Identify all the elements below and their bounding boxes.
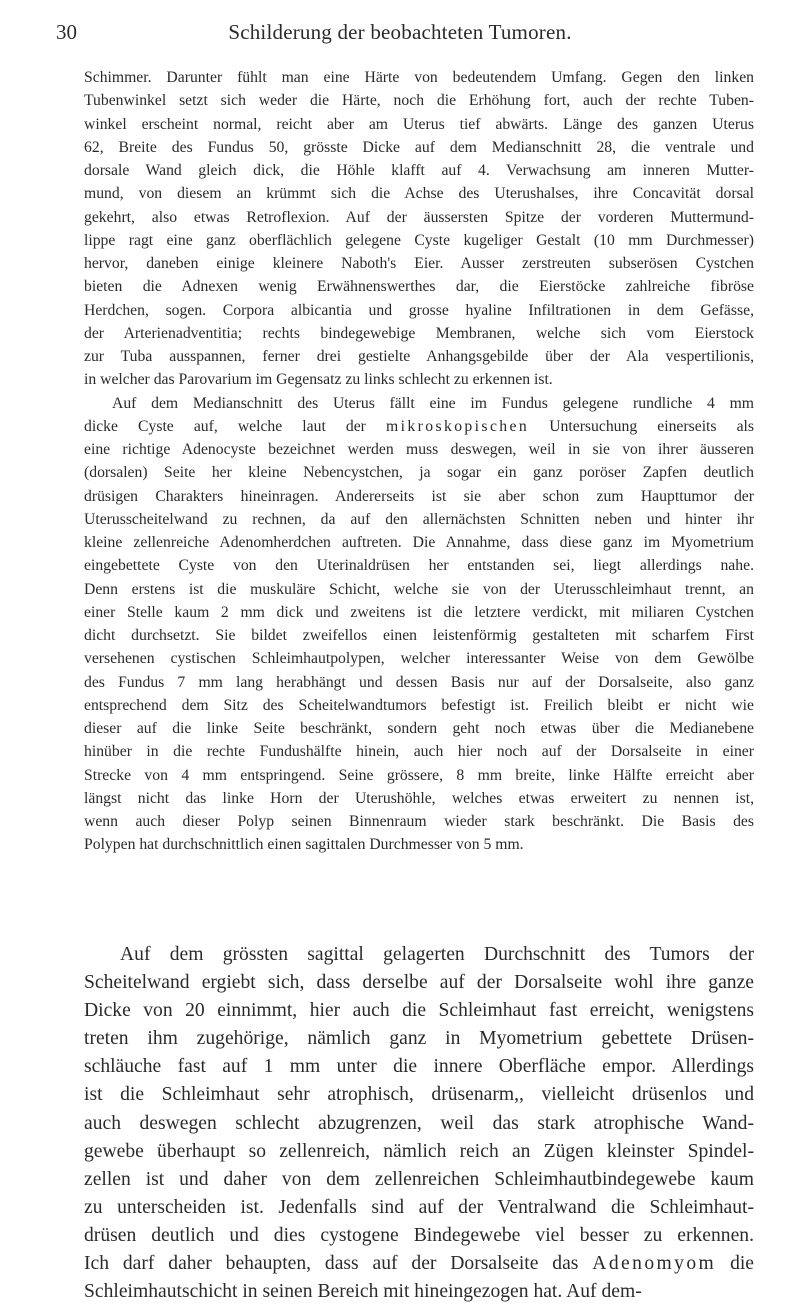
small-text-line: Schimmer. Darunter fühlt man eine Härte von bedeutendem Umfang. Gegen den linken (84, 69, 754, 86)
small-text-line: bieten die Adnexen wenig Erwähnenswerthes dar, die Eierstöcke zahlreiche fibröse (84, 278, 754, 296)
large-text-line: Scheitelwand ergiebt sich, dass derselbe auf der Dorsalseite wohl ihre ganze (84, 972, 754, 994)
small-text-line: gekehrt, also etwas Retroflexion. Auf der äussersten Spitze der vorderen Muttermund- (84, 208, 754, 226)
small-text-line: des Fundus 7 mm lang herabhängt und dessen Basis nur auf der Dorsalseite, also ganz (84, 673, 754, 691)
small-text-line: hinüber in die rechte Fundushälfte hinein, auch hier noch auf der Dorsalseite in einer (84, 743, 754, 761)
large-text-line: Dicke von 20 einnimmt, hier auch die Schleimhaut fast erreicht, wenigstens (84, 1000, 754, 1022)
small-text-line: Uterusscheitelwand zu rechnen, da auf den allernächsten Schnitten neben und hinter ihr (84, 510, 754, 528)
small-text-line: dieser auf die linke Seite beschränkt, sondern geht noch etwas über die Medianebene (84, 720, 754, 737)
small-text-line: längst nicht das linke Horn der Uterushöhle, welches etwas erweitert zu nennen ist, (84, 789, 754, 807)
small-text-line: zur Tuba ausspannen, ferner drei gestielte Anhangsgebilde über der Ala vespertilionis, (84, 348, 754, 365)
small-text-line: versehenen cystischen Schleimhautpolypen, welcher interessanter Weise von dem Gewölbe (84, 650, 754, 668)
small-text-line: winkel erscheint normal, reicht aber am Uterus tief abwärts. Länge des ganzen Uterus (84, 115, 754, 133)
small-text-line: drüsigen Charakters hineinragen. Andererseits ist sie aber schon zum Haupttumor der (84, 487, 754, 505)
small-print-paragraphs (84, 66, 754, 857)
page-number: 30 (56, 20, 77, 44)
large-print-paragraph (84, 941, 754, 1306)
emphasized-word: Adenomyom (592, 1253, 717, 1275)
emphasized-word: mikroskopischen (385, 417, 530, 435)
large-text-line: ist die Schleimhaut sehr atrophisch, drüsenarm,, vielleicht drüsenlos und (84, 1084, 754, 1106)
small-text-line: der Arterienadventitia; rechts bindegewebige Membranen, welche sich vom Eierstock (84, 324, 754, 342)
large-text-line: Auf dem grössten sagittal gelagerten Durchschnitt des Tumors der (120, 944, 754, 965)
small-text-line: lippe ragt eine ganz oberflächlich gelegene Cyste kugeliger Gestalt (10 mm Durchmesser) (84, 231, 754, 249)
small-text-line: in welcher das Parovarium im Gegensatz zu links schlecht zu erkennen ist. (84, 371, 553, 389)
small-text-line: eine richtige Adenocyste bezeichnet werden muss deswegen, weil in sie von ihrer äusseren (84, 441, 754, 458)
small-text-line: hervor, daneben einige kleinere Naboth's Eier. Ausser zerstreuten subserösen Cystchen (84, 255, 754, 272)
small-text-line: eingebettete Cyste von den Uterinaldrüsen her entstanden sei, liegt allerdings nahe. (84, 557, 754, 575)
large-text-line: zu unterscheiden ist. Jedenfalls sind auf der Ventralwand die Schleimhaut- (84, 1196, 754, 1218)
small-text-line: Denn erstens ist die muskuläre Schicht, welche sie von der Uterusschleimhaut trennt, an (84, 580, 754, 598)
large-text-line: Schleimhautschicht in seinen Bereich mit hineingezogen hat. Auf dem- (84, 1281, 642, 1303)
small-text-line: Strecke von 4 mm entspringend. Seine grössere, 8 mm breite, linke Hälfte erreicht aber (84, 766, 754, 784)
small-text-line: entsprechend dem Sitz des Scheitelwandtumors befestigt ist. Freilich bleibt er nicht wie (84, 696, 754, 714)
small-text-line: dicht durchsetzt. Sie bildet zweifellos einen leistenförmig gestalteten mit scharfem First (84, 627, 754, 644)
large-text-line: schläuche fast auf 1 mm unter die innere Oberfläche empor. Allerdings (84, 1056, 754, 1078)
small-text-line: Herdchen, sogen. Corpora albicantia und grosse hyaline Infiltrationen in dem Gefässe, (84, 301, 754, 319)
small-text-line: dorsale Wand gleich dick, die Höhle klafft auf 4. Verwachsung am inneren Mutter- (84, 162, 754, 179)
page-header (0, 20, 800, 50)
small-text-line: dicke Cyste auf, welche laut der mikroskopischen Untersuchung einerseits als (84, 417, 754, 435)
large-text-line: drüsen deutlich und dies cystogene Bindegewebe viel besser zu erkennen. (84, 1224, 754, 1246)
large-text-line: treten ihm zugehörige, nämlich ganz in Myometrium gebettete Drüsen- (84, 1028, 754, 1050)
small-text-line: kleine zellenreiche Adenomherdchen auftreten. Die Annahme, dass diese ganz im Myometrium (84, 534, 754, 551)
small-text-line: mund, von diesem an krümmt sich die Achse des Uterushalses, ihre Concavität dorsal (84, 185, 754, 203)
large-text-line: zellen ist und daher von dem zellenreichen Schleimhautbindegewebe kaum (84, 1168, 754, 1190)
small-text-line: Polypen hat durchschnittlich einen sagittalen Durchmesser von 5 mm. (84, 836, 524, 854)
small-text-line: wenn auch dieser Polyp seinen Binnenraum wieder stark beschränkt. Die Basis des (84, 813, 754, 830)
small-text-line: (dorsalen) Seite her kleine Nebencystchen, ja sogar ein ganz poröser Zapfen deutlich (84, 464, 754, 482)
small-text-line: 62, Breite des Fundus 50, grösste Dicke auf dem Medianschnitt 28, die ventrale und (84, 138, 754, 156)
large-text-line: Ich darf daher behaupten, dass auf der Dorsalseite das Adenomyom die (84, 1253, 754, 1275)
small-text-line: Auf dem Medianschnitt des Uterus fällt eine im Fundus gelegene rundliche 4 mm (112, 394, 754, 412)
large-text-line: auch deswegen schlecht abzugrenzen, weil das stark atrophische Wand- (84, 1112, 754, 1134)
small-text-line: Tubenwinkel setzt sich weder die Härte, noch die Erhöhung fort, auch der rechte Tuben- (84, 92, 754, 110)
large-text-line: gewebe überhaupt so zellenreich, nämlich reich an Zügen kleinster Spindel- (84, 1140, 754, 1162)
small-text-line: einer Stelle kaum 2 mm dick und zweitens ist die letztere verdickt, mit miliaren Cystchen (84, 603, 754, 621)
running-title: Schilderung der beobachteten Tumoren. (228, 20, 572, 44)
